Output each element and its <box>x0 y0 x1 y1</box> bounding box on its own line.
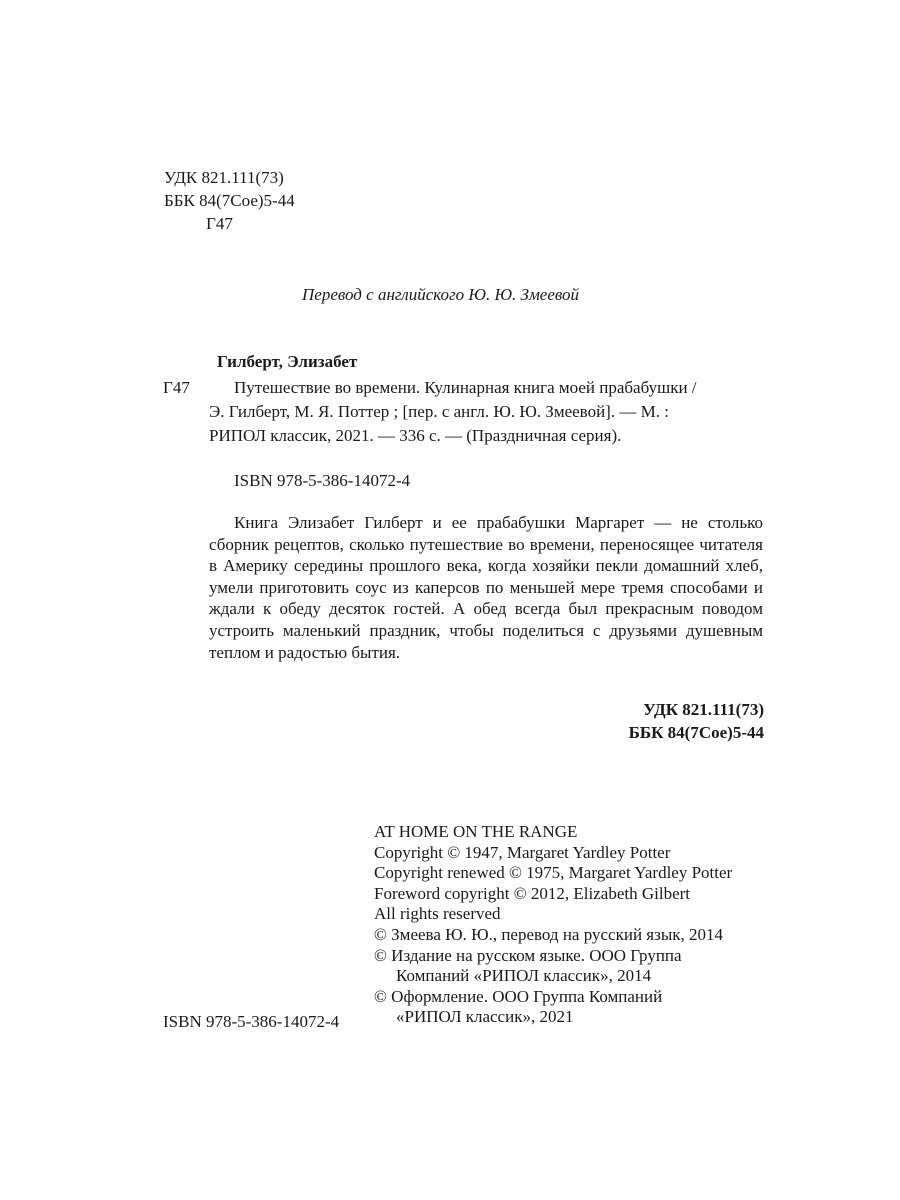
translator-credit: Перевод с английского Ю. Ю. Змеевой <box>302 285 580 304</box>
copyright-line: «РИПОЛ классик», 2021 <box>396 1007 574 1027</box>
copyright-block <box>374 822 774 1028</box>
bbk-footer: ББК 84(7Сое)5-44 <box>628 723 764 742</box>
bbk-header: ББК 84(7Сое)5-44 <box>164 191 295 210</box>
bibliographic-line: Э. Гилберт, М. Я. Поттер ; [пер. с англ. Ю. Ю. Змеевой]. — М. : <box>209 402 669 421</box>
copyright-line: © Змеева Ю. Ю., перевод на русский язык, 2014 <box>374 924 724 944</box>
isbn-main: ISBN 978-5-386-14072-4 <box>234 471 411 490</box>
annotation-text: Книга Элизабет Гилберт и ее прабабушки Маргарет — не столько сборник рецептов, сколько путешествие во времени, переносящее читателя в Америку середины прошлого века, когда хозяйки пекли домашний хлеб, умели приготовить соус из каперсов по меньшей мере тремя способами и ждали к обеду десяток гостей. А обед всегда был прекрасным поводом устроить маленький праздник, чтобы поделиться с друзьями душевным теплом и радостью бытия. <box>209 513 763 662</box>
bibliographic-line: РИПОЛ классик, 2021. — 336 с. — (Праздничная серия). <box>209 426 622 445</box>
udk-header: УДК 821.111(73) <box>164 168 284 187</box>
isbn-footer: ISBN 978-5-386-14072-4 <box>163 1012 340 1031</box>
copyright-line: Foreword copyright © 2012, Elizabeth Gilbert <box>374 883 691 903</box>
copyright-line: © Издание на русском языке. ООО Группа <box>374 945 682 965</box>
copyright-line: Copyright renewed © 1975, Margaret Yardley Potter <box>374 863 733 883</box>
copyright-line: Компаний «РИПОЛ классик», 2014 <box>396 966 652 986</box>
author-heading: Гилберт, Элизабет <box>217 352 358 371</box>
copyright-line: AT HOME ON THE RANGE <box>374 822 578 841</box>
udk-footer: УДК 821.111(73) <box>643 700 764 719</box>
copyright-line: Copyright © 1947, Margaret Yardley Potter <box>374 842 671 862</box>
annotation-paragraph <box>209 512 763 663</box>
copyright-line: All rights reserved <box>374 904 501 924</box>
copyright-line: © Оформление. ООО Группа Компаний <box>374 986 663 1006</box>
author-mark-header: Г47 <box>206 214 233 233</box>
bibliographic-line: Путешествие во времени. Кулинарная книга моей прабабушки / <box>234 378 697 397</box>
author-mark: Г47 <box>163 378 190 397</box>
